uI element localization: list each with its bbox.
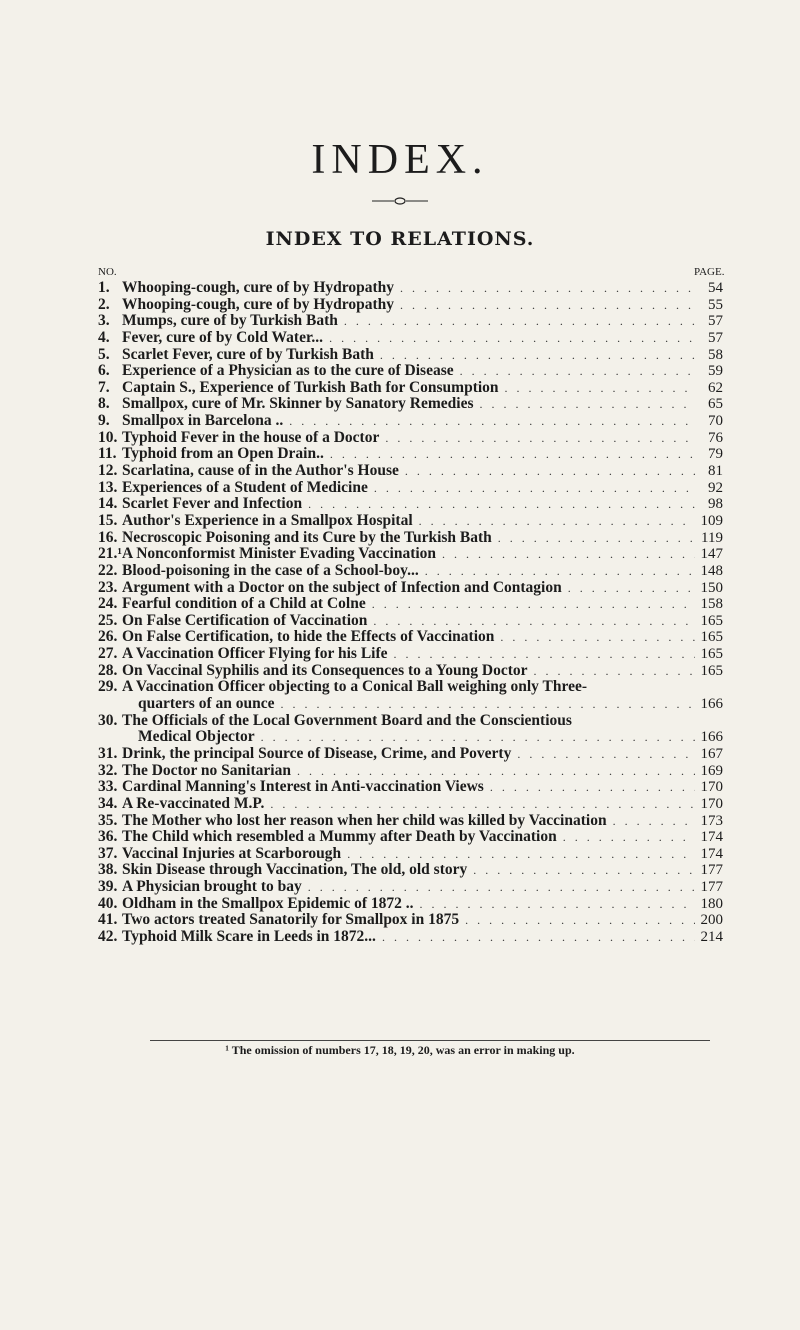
entry-number: 42. (98, 928, 118, 946)
entry-page: 166 (700, 696, 723, 713)
entry-page: 158 (700, 596, 723, 613)
entry-body (122, 513, 723, 530)
entry-title: Scarlet Fever, cure of by Turkish Bath (122, 346, 374, 363)
entry-page: 150 (700, 579, 723, 596)
entry-page: 92 (708, 479, 723, 496)
entry-body (122, 580, 723, 597)
entry-number: 24. (98, 595, 118, 613)
dot-leader (499, 380, 695, 397)
dot-leader (399, 463, 695, 480)
index-entry (98, 396, 723, 413)
entry-page: 65 (708, 396, 723, 413)
entry-title: A Vaccination Officer objecting to a Conical Ball weighing only Three- (122, 679, 587, 696)
entry-number: 1. (98, 279, 110, 296)
entry-body (122, 879, 723, 896)
entry-page: 55 (708, 296, 723, 313)
entry-page: 177 (700, 862, 723, 879)
entry-number: 22. (98, 561, 118, 579)
entry-title-continued: Medical Objector (138, 728, 255, 746)
entry-number: 27. (98, 645, 118, 663)
entry-title: A Nonconformist Minister Evading Vaccination (122, 546, 437, 563)
entry-body (122, 446, 723, 463)
entry-number: 32. (98, 761, 118, 779)
entry-page: 174 (700, 845, 723, 862)
dot-leader (379, 430, 695, 447)
entry-page: 173 (700, 812, 723, 829)
dot-leader (264, 796, 695, 813)
entry-page: 148 (700, 562, 723, 579)
dot-leader (323, 330, 695, 347)
entry-body (122, 829, 723, 846)
entry-title: Oldham in the Smallpox Epidemic of 1872 .. (122, 895, 414, 912)
entry-body (122, 363, 723, 380)
dot-leader (274, 696, 695, 713)
entry-page: 54 (708, 280, 723, 296)
entry-number: 5. (98, 345, 110, 363)
index-entry (98, 796, 723, 813)
entry-page: 57 (708, 329, 723, 346)
entry-page: 79 (708, 446, 723, 463)
entry-title: Skin Disease through Vaccination, The old, old story (122, 862, 468, 879)
entry-title: Two actors treated Sanatorily for Smallpox in 1875 (122, 912, 460, 929)
entry-page: 165 (700, 646, 723, 663)
dot-leader (338, 313, 695, 330)
entry-title: Author's Experience in a Smallpox Hospital (122, 512, 413, 529)
entry-page: 177 (700, 879, 723, 896)
dot-leader (467, 862, 695, 879)
entry-body (122, 896, 723, 913)
index-entry (98, 496, 723, 513)
index-entry (98, 846, 723, 863)
entry-title: Vaccinal Injuries at Scarborough (122, 845, 342, 862)
index-entry (98, 413, 723, 430)
entry-page: 70 (708, 413, 723, 430)
entry-title: Cardinal Manning's Interest in Anti-vaccination Views (122, 779, 484, 796)
entry-number: 29. (98, 678, 118, 696)
entry-title: On Vaccinal Syphilis and its Consequences to a Young Doctor (122, 662, 528, 679)
index-entry (98, 879, 723, 896)
dot-leader (562, 580, 695, 597)
dot-leader (474, 396, 696, 413)
entry-number: 39. (98, 878, 118, 896)
dot-leader (414, 896, 695, 913)
entry-number: 15. (98, 511, 118, 529)
entry-page: 98 (708, 496, 723, 513)
entry-number: 6. (98, 362, 110, 380)
index-entry (98, 480, 723, 497)
index-entry (98, 563, 723, 580)
entry-continuation (122, 696, 723, 713)
entry-number: 31. (98, 744, 118, 762)
entry-body (122, 546, 723, 563)
entry-body (122, 496, 723, 513)
entry-title: The Officials of the Local Government Board and the Conscientious (122, 712, 572, 729)
entry-title: Drink, the principal Source of Disease, Crime, and Poverty (122, 745, 512, 762)
entry-body (122, 413, 723, 430)
index-entry (98, 746, 723, 763)
dot-leader (494, 629, 695, 646)
entry-body (122, 646, 723, 663)
entry-number: 34. (98, 794, 118, 812)
dot-leader (528, 663, 695, 680)
entry-page: 166 (700, 729, 723, 746)
entry-number: 41. (98, 911, 118, 929)
dot-leader (388, 646, 695, 663)
dot-leader (366, 596, 695, 613)
entry-title: Blood-poisoning in the case of a School-boy... (122, 562, 419, 579)
dot-leader (511, 746, 695, 763)
dot-leader (454, 363, 695, 380)
entry-number: 33. (98, 778, 118, 796)
entry-number: 2. (98, 295, 110, 313)
entry-body (122, 480, 723, 497)
entry-page: 62 (708, 379, 723, 396)
entry-page: 170 (700, 779, 723, 796)
dot-leader (459, 912, 695, 929)
entry-number: 16. (98, 528, 118, 546)
entry-body (122, 347, 723, 364)
index-entry (98, 679, 723, 712)
index-entry (98, 862, 723, 879)
entry-page: 169 (700, 762, 723, 779)
entry-body (122, 813, 723, 830)
index-entry (98, 513, 723, 530)
entry-body (122, 679, 723, 712)
entry-page: 200 (700, 912, 723, 929)
index-entry (98, 896, 723, 913)
entry-number: 35. (98, 811, 118, 829)
entry-body (122, 912, 723, 929)
dot-leader (302, 879, 695, 896)
entry-title: The Child which resembled a Mummy after Death by Vaccination (122, 829, 557, 846)
entry-body (122, 663, 723, 680)
index-entry (98, 297, 723, 314)
entry-title: Typhoid from an Open Drain.. (122, 446, 324, 463)
index-entry (98, 663, 723, 680)
index-entry (98, 347, 723, 364)
entry-title: Fearful condition of a Child at Colne (122, 596, 366, 613)
footnote: ¹ The omission of numbers 17, 18, 19, 20, was an error in making up. (225, 1043, 575, 1057)
entry-number: 8. (98, 395, 110, 413)
entry-body (122, 746, 723, 763)
entry-title: Experience of a Physician as to the cure of Disease (122, 363, 454, 380)
dot-leader (484, 779, 695, 796)
index-entry (98, 929, 723, 946)
entry-body (122, 313, 723, 330)
dot-leader (341, 846, 695, 863)
index-entry (98, 363, 723, 380)
entry-title: The Mother who lost her reason when her child was killed by Vaccination (122, 812, 607, 829)
index-entry (98, 280, 723, 297)
entry-title: A Physician brought to bay (122, 879, 302, 896)
footnote-rule (150, 1040, 710, 1041)
entry-title: Captain S., Experience of Turkish Bath for Consumption (122, 379, 499, 396)
index-entry (98, 613, 723, 630)
entry-number: 23. (98, 578, 118, 596)
entry-number: 26. (98, 628, 118, 646)
page-column-header: PAGE. (694, 266, 725, 278)
entry-title: Argument with a Doctor on the subject of Infection and Contagion (122, 579, 562, 596)
index-entry (98, 446, 723, 463)
entry-body (122, 779, 723, 796)
index-entry (98, 313, 723, 330)
entry-number: 37. (98, 844, 118, 862)
entry-number: 13. (98, 478, 118, 496)
entry-title: On False Certification, to hide the Effects of Vaccination (122, 629, 495, 646)
entry-title: A Vaccination Officer Flying for his Life (122, 646, 388, 663)
entry-number: 25. (98, 611, 118, 629)
entry-number: 3. (98, 312, 110, 330)
entry-page: 180 (700, 895, 723, 912)
entry-title: Whooping-cough, cure of by Hydropathy (122, 280, 395, 296)
entry-page: 57 (708, 313, 723, 330)
entry-title: Mumps, cure of by Turkish Bath (122, 313, 338, 330)
dot-leader (255, 729, 695, 746)
entry-body (122, 796, 723, 813)
entry-number: 11. (98, 445, 117, 463)
dot-leader (607, 813, 695, 830)
dot-leader (394, 280, 695, 297)
dot-leader (291, 763, 695, 780)
entry-page: 59 (708, 363, 723, 380)
entry-body (122, 463, 723, 480)
entry-title: Typhoid Fever in the house of a Doctor (122, 429, 380, 446)
entry-page: 119 (701, 529, 723, 546)
dot-leader (374, 347, 695, 364)
entry-title: Experiences of a Student of Medicine (122, 479, 368, 496)
page-title: INDEX. (311, 137, 489, 183)
entry-number: 38. (98, 861, 118, 879)
entry-title: The Doctor no Sanitarian (122, 762, 291, 779)
entry-number: 40. (98, 894, 118, 912)
index-entry (98, 530, 723, 547)
entry-title: Scarlet Fever and Infection (122, 496, 303, 513)
entry-number: 30. (98, 711, 118, 729)
entry-body (122, 629, 723, 646)
entry-page: 58 (708, 346, 723, 363)
entry-title: Fever, cure of by Cold Water... (122, 329, 324, 346)
entry-page: 165 (700, 662, 723, 679)
entry-number: 14. (98, 495, 118, 513)
entry-page: 174 (700, 829, 723, 846)
entry-page: 109 (700, 512, 723, 529)
entry-continuation (122, 729, 723, 746)
ornament-divider (372, 196, 428, 206)
entry-title: Smallpox in Barcelona .. (122, 413, 284, 430)
entry-body (122, 430, 723, 447)
entry-page: 76 (708, 429, 723, 446)
entry-title-continued: quarters of an ounce (138, 695, 275, 713)
entry-page: 81 (708, 463, 723, 480)
entry-body (122, 297, 723, 314)
entry-number: 4. (98, 328, 110, 346)
index-entry (98, 596, 723, 613)
dot-leader (492, 530, 695, 547)
dot-leader (557, 829, 695, 846)
entry-title: Whooping-cough, cure of by Hydropathy (122, 296, 395, 313)
index-entry (98, 380, 723, 397)
entry-page: 165 (700, 629, 723, 646)
index-entry (98, 463, 723, 480)
entry-number: 12. (98, 462, 118, 480)
index-entry (98, 430, 723, 447)
index-entry (98, 580, 723, 597)
dot-leader (302, 496, 695, 513)
entry-number: 28. (98, 661, 118, 679)
index-entry (98, 912, 723, 929)
entry-body (122, 862, 723, 879)
entry-body (122, 563, 723, 580)
index-entry (98, 713, 723, 746)
index-entry (98, 330, 723, 347)
index-entry (98, 813, 723, 830)
entry-body (122, 330, 723, 347)
entry-title: On False Certification of Vaccination (122, 612, 368, 629)
index-entry (98, 546, 723, 563)
entry-body (122, 713, 723, 746)
entry-body (122, 530, 723, 547)
index-entry (98, 779, 723, 796)
entry-body (122, 846, 723, 863)
entry-page: 165 (700, 612, 723, 629)
entry-body (122, 929, 723, 946)
dot-leader (413, 513, 695, 530)
entry-body (122, 380, 723, 397)
entry-number: 36. (98, 828, 118, 846)
dot-leader (436, 546, 695, 563)
dot-leader (368, 480, 695, 497)
entry-title: Typhoid Milk Scare in Leeds in 1872... (122, 929, 376, 946)
entry-number: 10. (98, 428, 118, 446)
entry-body (122, 613, 723, 630)
dot-leader (367, 613, 695, 630)
entry-page: 167 (700, 745, 723, 762)
entry-number: 7. (98, 378, 110, 396)
dot-leader (324, 446, 695, 463)
entry-number: 21.¹ (98, 545, 123, 563)
index-entry (98, 763, 723, 780)
entry-body (122, 280, 723, 297)
dot-leader (419, 563, 695, 580)
number-column-header: NO. (98, 266, 117, 278)
index-list (98, 280, 723, 946)
entry-page: 170 (700, 795, 723, 812)
index-entry (98, 646, 723, 663)
entry-title: Necroscopic Poisoning and its Cure by the Turkish Bath (122, 529, 492, 546)
entry-body (122, 396, 723, 413)
entry-title: Scarlatina, cause of in the Author's House (122, 463, 399, 480)
index-entry (98, 629, 723, 646)
index-entry (98, 829, 723, 846)
entry-page: 214 (700, 929, 723, 946)
entry-title: Smallpox, cure of Mr. Skinner by Sanatory Remedies (122, 396, 474, 413)
section-title: INDEX TO RELATIONS. (265, 228, 535, 250)
entry-number: 9. (98, 412, 110, 430)
entry-body (122, 763, 723, 780)
dot-leader (394, 297, 695, 314)
dot-leader (283, 413, 695, 430)
entry-body (122, 596, 723, 613)
entry-title: A Re-vaccinated M.P. (122, 795, 265, 812)
dot-leader (376, 929, 695, 946)
entry-page: 147 (700, 546, 723, 563)
